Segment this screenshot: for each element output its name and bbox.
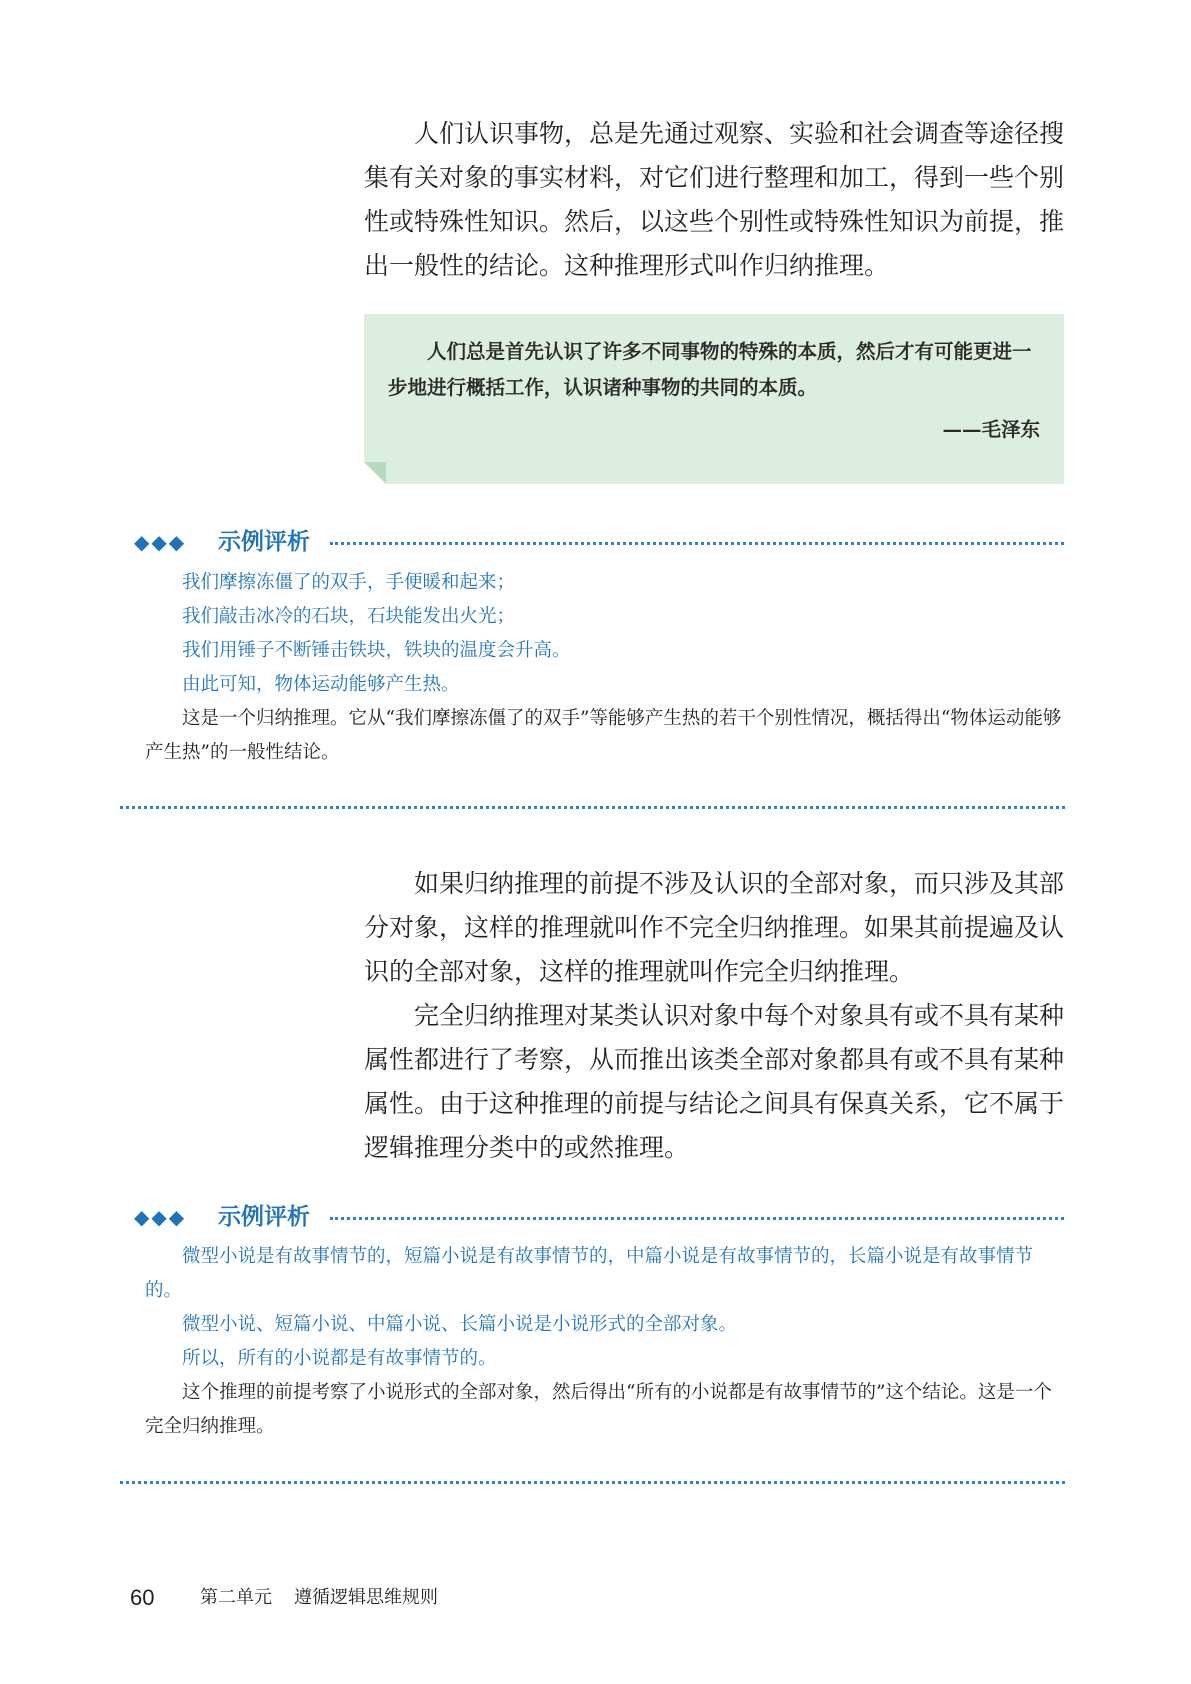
intro-paragraph xyxy=(364,112,1064,288)
page-number: 60 xyxy=(130,1585,155,1610)
heading-dotted-line xyxy=(330,1217,1064,1220)
page-fold-corner xyxy=(364,462,386,484)
example-analysis: 这是一个归纳推理。它从“我们摩擦冻僵了的双手”等能够产生热的若干个别性情况，概括得出“物体运动能够产生热”的一般性结论。 xyxy=(145,708,1062,763)
unit-label: 第二单元 xyxy=(200,1587,272,1608)
example-heading-2 xyxy=(134,1200,1064,1234)
quote-box xyxy=(364,314,1064,484)
diamond-bullets-icon: ◆◆◆ xyxy=(134,1205,187,1229)
example-heading-label: 示例评析 xyxy=(218,1204,310,1230)
example-line: 由此可知，物体运动能够产生热。 xyxy=(182,674,460,695)
example-block-2 xyxy=(145,1240,1065,1444)
example-analysis: 这个推理的前提考察了小说形式的全部对象，然后得出“所有的小说都是有故事情节的”这个结论。这是一个完全归纳推理。 xyxy=(145,1382,1052,1437)
body-paragraph: 如果归纳推理的前提不涉及认识的全部对象，而只涉及其部分对象，这样的推理就叫作不完全归纳推理。如果其前提遍及认识的全部对象，这样的推理就叫作完全归纳推理。 xyxy=(364,869,1065,986)
example-block-1 xyxy=(145,566,1065,770)
example-line: 我们摩擦冻僵了的双手，手便暖和起来； xyxy=(182,572,516,593)
running-header xyxy=(200,1581,438,1615)
heading-dotted-line xyxy=(330,542,1064,545)
section-divider xyxy=(120,806,1065,809)
quote-text: 人们总是首先认识了许多不同事物的特殊的本质，然后才有可能更进一步地进行概括工作，认识诸种事物的共同的本质。 xyxy=(388,340,1032,399)
quote-text-block xyxy=(388,334,1042,406)
quote-attribution: ——毛泽东 xyxy=(942,418,1040,441)
section-divider xyxy=(120,1481,1065,1484)
example-heading-label: 示例评析 xyxy=(218,529,310,555)
unit-title: 遵循逻辑思维规则 xyxy=(294,1587,438,1608)
example-heading-1 xyxy=(134,525,1064,559)
example-line: 微型小说、短篇小说、中篇小说、长篇小说是小说形式的全部对象。 xyxy=(182,1314,738,1335)
body-paragraph: 完全归纳推理对某类认识对象中每个对象具有或不具有某种属性都进行了考察，从而推出该类全部对象都具有或不具有某种属性。由于这种推理的前提与结论之间具有保真关系，它不属于逻辑推理分类中的或然推理。 xyxy=(364,1001,1065,1162)
example-line: 所以，所有的小说都是有故事情节的。 xyxy=(182,1348,497,1369)
example-line: 我们用锤子不断锤击铁块，铁块的温度会升高。 xyxy=(182,640,571,661)
example-line: 微型小说是有故事情节的，短篇小说是有故事情节的，中篇小说是有故事情节的，长篇小说是有故事情节的。 xyxy=(145,1246,1034,1301)
body-paragraphs xyxy=(364,862,1064,1170)
diamond-bullets-icon: ◆◆◆ xyxy=(134,530,187,554)
intro-paragraph-text: 人们认识事物，总是先通过观察、实验和社会调查等途径搜集有关对象的事实材料，对它们进行整理和加工，得到一些个别性或特殊性知识。然后，以这些个别性或特殊性知识为前提，推出一般性的结论。这种推理形式叫作归纳推理。 xyxy=(364,119,1065,280)
example-line: 我们敲击冰冷的石块，石块能发出火光； xyxy=(182,606,516,627)
